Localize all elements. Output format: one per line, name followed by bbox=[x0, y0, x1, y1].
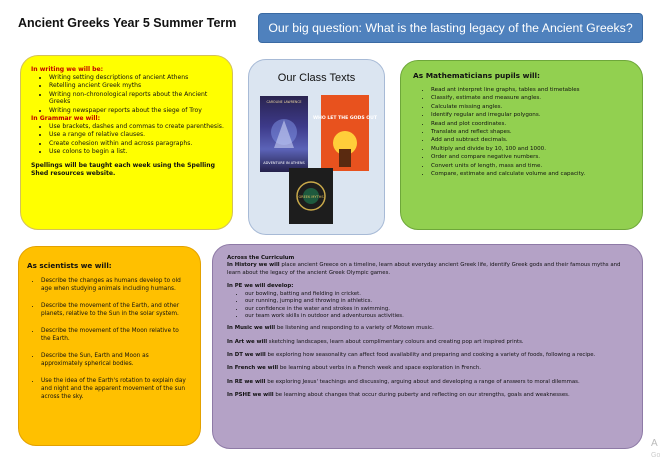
book-cover-who-let-the-gods-out bbox=[312, 95, 378, 171]
big-question-banner bbox=[258, 13, 643, 43]
list-item: • Use colons to begin a list. bbox=[49, 148, 224, 156]
dt-label: In DT we will bbox=[227, 351, 266, 358]
list-item: • our confidence in the water and strokes in swimming. bbox=[245, 306, 632, 313]
book1-author: CAROLINE LAWRENCE bbox=[266, 100, 302, 104]
french-text: be learning about verbs in a French week and space exploration in French. bbox=[279, 365, 481, 372]
art-text: sketching landscapes, learn about complimentary colours and creating pop art inspired prints. bbox=[268, 338, 524, 345]
list-item: • Describe the movement of the Earth, and other planets, relative to the Sun in the solar system. bbox=[41, 303, 190, 319]
maths-list bbox=[413, 87, 632, 177]
list-item: • Convert units of length, mass and time. bbox=[431, 163, 632, 169]
science-heading: As scientists we will: bbox=[27, 261, 112, 270]
music-paragraph bbox=[227, 325, 632, 332]
grammar-list bbox=[31, 123, 224, 156]
list-item: • Describe the movement of the Moon relative to the Earth. bbox=[41, 328, 190, 344]
list-item: • Writing newspaper reports about the siege of Troy bbox=[49, 107, 224, 115]
pe-heading: In PE we will develop: bbox=[227, 282, 294, 289]
writing-heading: In writing we will be: bbox=[31, 66, 104, 73]
re-label: In RE we will bbox=[227, 378, 266, 385]
spelling-note: Spellings will be taught each week using the Spelling Shed resources website. bbox=[31, 161, 215, 177]
dt-paragraph bbox=[227, 352, 632, 359]
re-paragraph bbox=[227, 379, 632, 386]
big-question-text: Our big question: What is the lasting legacy of the Ancient Greeks? bbox=[268, 21, 633, 35]
list-item: • Add and subtract decimals. bbox=[431, 137, 632, 143]
science-list bbox=[27, 278, 190, 402]
list-item: • Retelling ancient Greek myths bbox=[49, 82, 224, 90]
list-item: • Read ant interpret line graphs, tables and timetables bbox=[431, 87, 632, 93]
music-text: be listening and responding to a variety of Motown music. bbox=[276, 325, 434, 332]
dt-text: be exploring how seasonality can affect food availability and preparing and cooking a variety of foods, following a recipe. bbox=[267, 351, 596, 358]
history-paragraph bbox=[227, 262, 632, 277]
list-item: • our team work skills in outdoor and adventurous activities. bbox=[245, 313, 632, 320]
history-label: In History we will bbox=[227, 262, 280, 269]
pshe-paragraph bbox=[227, 392, 632, 399]
class-texts-title: Our Class Texts bbox=[277, 72, 356, 84]
list-item: • Read and plot coordinates. bbox=[431, 121, 632, 127]
book-cover-adventure-in-athens bbox=[260, 96, 308, 172]
writing-card bbox=[20, 55, 233, 230]
maths-card bbox=[400, 60, 643, 230]
book1-title: ADVENTURE IN ATHENS bbox=[263, 161, 305, 165]
list-item: • Order and compare negative numbers. bbox=[431, 154, 632, 160]
science-card bbox=[18, 246, 201, 446]
list-item: • Describe the changes as humans develop to old age when studying animals including humans. bbox=[41, 278, 190, 294]
list-item: • our running, jumping and throwing in athletics. bbox=[245, 298, 632, 305]
corner-glyph-small: Go bbox=[651, 452, 660, 459]
pshe-text: be learning about changes that occur during puberty and reflecting on our strengths, goals and weaknesses. bbox=[275, 391, 570, 398]
book2-title: WHO LET THE GODS OUT bbox=[312, 116, 378, 121]
list-item: • Identify regular and irregular polygons. bbox=[431, 112, 632, 118]
curriculum-heading: Across the Curriculum bbox=[227, 255, 295, 261]
list-item: • Create cohesion within and across paragraphs. bbox=[49, 140, 224, 148]
book-cover-greek-myths bbox=[289, 168, 333, 224]
pe-list bbox=[227, 291, 632, 320]
art-paragraph bbox=[227, 339, 632, 346]
maths-heading: As Mathematicians pupils will: bbox=[413, 71, 540, 80]
list-item: • Use a range of relative clauses. bbox=[49, 131, 224, 139]
list-item: • Multiply and divide by 10, 100 and 1000. bbox=[431, 146, 632, 152]
list-item: • Translate and reflect shapes. bbox=[431, 129, 632, 135]
pshe-label: In PSHE we will bbox=[227, 391, 274, 398]
list-item: • Classify, estimate and measure angles. bbox=[431, 95, 632, 101]
french-label: In French we will bbox=[227, 365, 279, 372]
corner-glyph: A bbox=[651, 438, 658, 449]
list-item: • Compare, estimate and calculate volume and capacity. bbox=[431, 171, 632, 177]
list-item: • our bowling, batting and fielding in cricket. bbox=[245, 291, 632, 298]
list-item: • Describe the Sun, Earth and Moon as approximately spherical bodies. bbox=[41, 353, 190, 369]
music-label: In Music we will bbox=[227, 325, 276, 332]
art-label: In Art we will bbox=[227, 338, 268, 345]
grammar-heading: In Grammar we will: bbox=[31, 115, 101, 123]
list-item: • Use the idea of the Earth's rotation to explain day and night and the apparent movement of the sun across the sky. bbox=[41, 378, 190, 402]
list-item: • Calculate missing angles. bbox=[431, 104, 632, 110]
curriculum-card bbox=[212, 244, 643, 449]
list-item: • Writing non-chronological reports about the Ancient Greeks bbox=[49, 91, 224, 107]
list-item: • Use brackets, dashes and commas to create parenthesis. bbox=[49, 123, 224, 131]
french-paragraph bbox=[227, 365, 632, 372]
history-text: place ancient Greece on a timeline, learn about everyday ancient Greek life, identify Greek gods and their famous myths and learn about the legacy of the ancient Greek Olympic games. bbox=[227, 262, 621, 276]
writing-list bbox=[31, 74, 224, 115]
book3-title: GREEK MYTHS bbox=[298, 195, 324, 199]
page-title: Ancient Greeks Year 5 Summer Term bbox=[18, 16, 237, 30]
list-item: • Writing setting descriptions of ancient Athens bbox=[49, 74, 224, 82]
re-text: be exploring Jesus' teachings and discussing, arguing about and developing a range of answers to moral dilemmas. bbox=[267, 378, 580, 385]
